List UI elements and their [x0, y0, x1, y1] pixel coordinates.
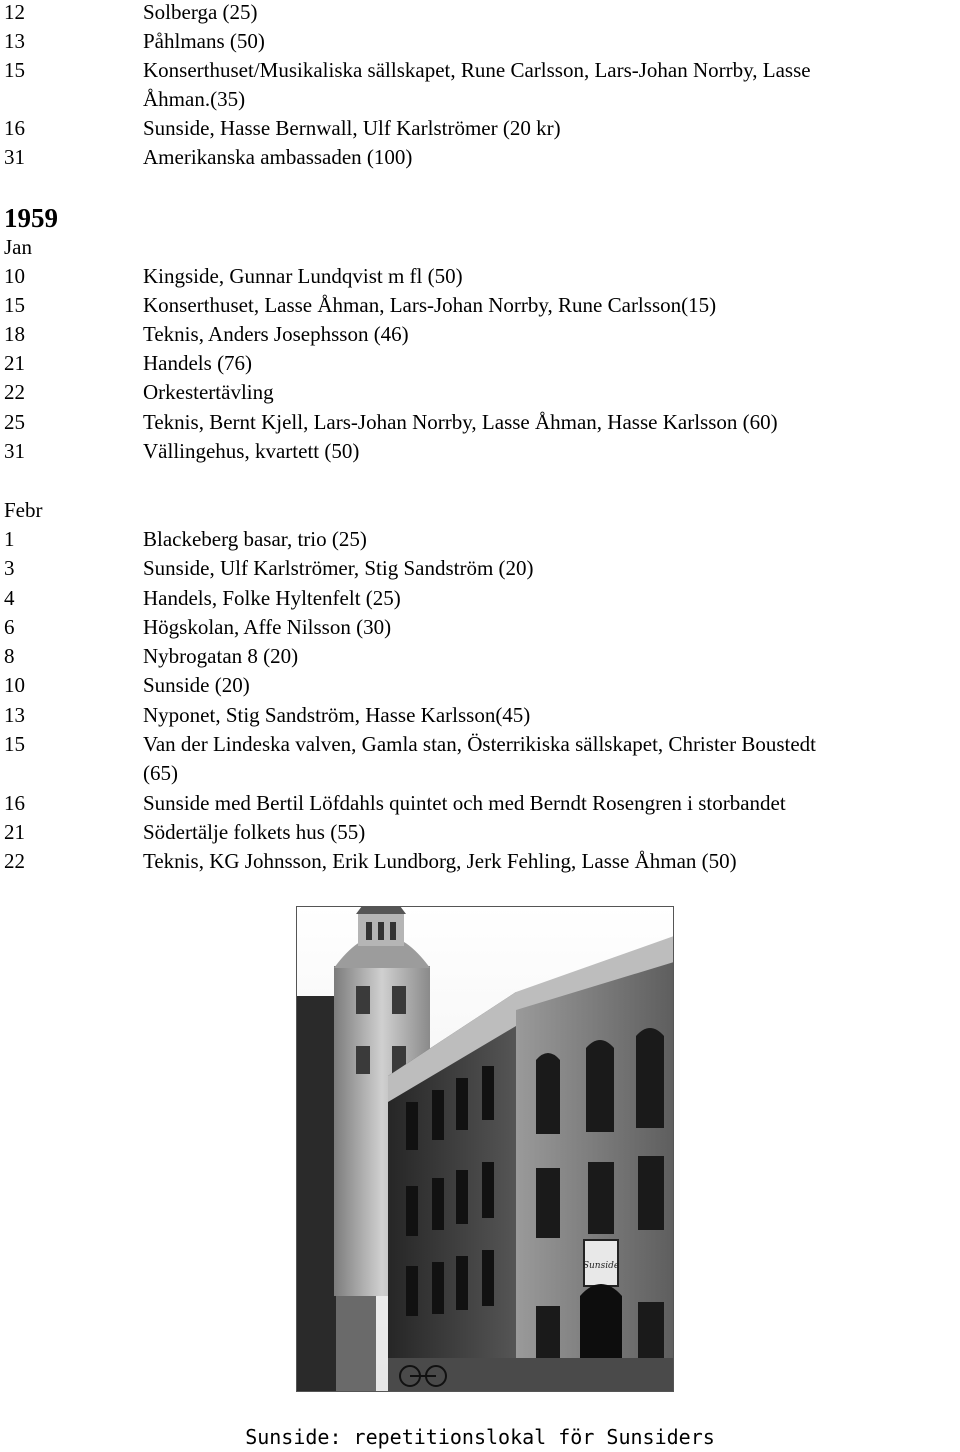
- list-item: [0, 85, 960, 114]
- entry-day: 22: [4, 380, 25, 404]
- entry-text: Påhlmans (50): [143, 29, 265, 53]
- entry-text: Amerikanska ambassaden (100): [143, 145, 413, 169]
- entry-day: 8: [4, 644, 15, 668]
- month-heading-feb: Febr: [4, 498, 43, 522]
- month-heading-jan: Jan: [4, 235, 32, 259]
- entry-text: Sunside, Ulf Karlströmer, Stig Sandström (20): [143, 556, 534, 580]
- list-item: [0, 378, 960, 407]
- entry-text: Handels, Folke Hyltenfelt (25): [143, 586, 401, 610]
- entry-day: 16: [4, 791, 25, 815]
- entry-text: Sunside (20): [143, 673, 250, 697]
- entry-text: Solberga (25): [143, 0, 258, 24]
- entry-day: 1: [4, 527, 15, 551]
- list-item: [0, 847, 960, 876]
- entry-day: 16: [4, 116, 25, 140]
- list-item: [0, 701, 960, 730]
- entry-text: Sunside, Hasse Bernwall, Ulf Karlströmer (20 kr): [143, 116, 561, 140]
- entry-text: Teknis, Bernt Kjell, Lars-Johan Norrby, Lasse Åhman, Hasse Karlsson (60): [143, 410, 778, 434]
- entry-text: Teknis, KG Johnsson, Erik Lundborg, Jerk Fehling, Lasse Åhman (50): [143, 849, 737, 873]
- list-item: [0, 671, 960, 700]
- entry-day: 3: [4, 556, 15, 580]
- entry-text: Nybrogatan 8 (20): [143, 644, 299, 668]
- entry-day: 12: [4, 0, 25, 24]
- entry-day: 13: [4, 703, 25, 727]
- entry-text: Orkestertävling: [143, 380, 274, 404]
- entry-day: 31: [4, 439, 25, 463]
- entry-day: 10: [4, 673, 25, 697]
- entry-day: 21: [4, 351, 25, 375]
- entry-text: Blackeberg basar, trio (25): [143, 527, 367, 551]
- year-heading: 1959: [4, 203, 58, 233]
- list-item: [0, 818, 960, 847]
- list-item: [0, 56, 960, 85]
- building-photo: [296, 906, 674, 1392]
- entry-day: 13: [4, 29, 25, 53]
- list-item: [0, 613, 960, 642]
- list-item: [0, 789, 960, 818]
- entry-text: Van der Lindeska valven, Gamla stan, Österrikiska sällskapet, Christer Boustedt: [143, 732, 817, 756]
- entry-text: Sunside med Bertil Löfdahls quintet och med Berndt Rosengren i storbandet: [143, 791, 786, 815]
- entry-day: 4: [4, 586, 15, 610]
- entry-text: (65): [143, 761, 178, 785]
- photo-sign-text: Sunside: [582, 1261, 620, 1271]
- entry-day: 18: [4, 322, 25, 346]
- entry-text: Södertälje folkets hus (55): [143, 820, 366, 844]
- list-item: [0, 143, 960, 172]
- list-item: [0, 27, 960, 56]
- entry-text: Handels (76): [143, 351, 253, 375]
- entry-text: Högskolan, Affe Nilsson (30): [143, 615, 392, 639]
- entry-day: 15: [4, 732, 25, 756]
- entry-text: Kingside, Gunnar Lundqvist m fl (50): [143, 264, 463, 288]
- entry-day: 15: [4, 58, 25, 82]
- entry-day: 31: [4, 145, 25, 169]
- entry-day: 25: [4, 410, 25, 434]
- list-item: [0, 0, 960, 27]
- list-item: [0, 262, 960, 291]
- entry-day: 22: [4, 849, 25, 873]
- entry-text: Nyponet, Stig Sandström, Hasse Karlsson(45): [143, 703, 531, 727]
- list-item: [0, 554, 960, 583]
- list-item: [0, 584, 960, 613]
- list-item: [0, 525, 960, 554]
- entry-day: 6: [4, 615, 15, 639]
- entry-text: Konserthuset/Musikaliska sällskapet, Rune Carlsson, Lars-Johan Norrby, Lasse: [143, 58, 811, 82]
- list-item: [0, 320, 960, 349]
- entry-day: 15: [4, 293, 25, 317]
- entry-text: Vällingehus, kvartett (50): [143, 439, 360, 463]
- list-item: [0, 730, 960, 759]
- entry-day: 10: [4, 264, 25, 288]
- entry-text: Konserthuset, Lasse Åhman, Lars-Johan Norrby, Rune Carlsson(15): [143, 293, 717, 317]
- list-item: [0, 349, 960, 378]
- list-item: [0, 408, 960, 437]
- list-item: [0, 437, 960, 466]
- list-item: [0, 642, 960, 671]
- entry-day: 21: [4, 820, 25, 844]
- photo-caption: Sunside: repetitionslokal för Sunsiders: [245, 1425, 715, 1449]
- list-item: [0, 759, 960, 788]
- entry-text: Teknis, Anders Josephsson (46): [143, 322, 409, 346]
- entry-text: Åhman.(35): [143, 87, 246, 111]
- list-item: [0, 291, 960, 320]
- list-item: [0, 114, 960, 143]
